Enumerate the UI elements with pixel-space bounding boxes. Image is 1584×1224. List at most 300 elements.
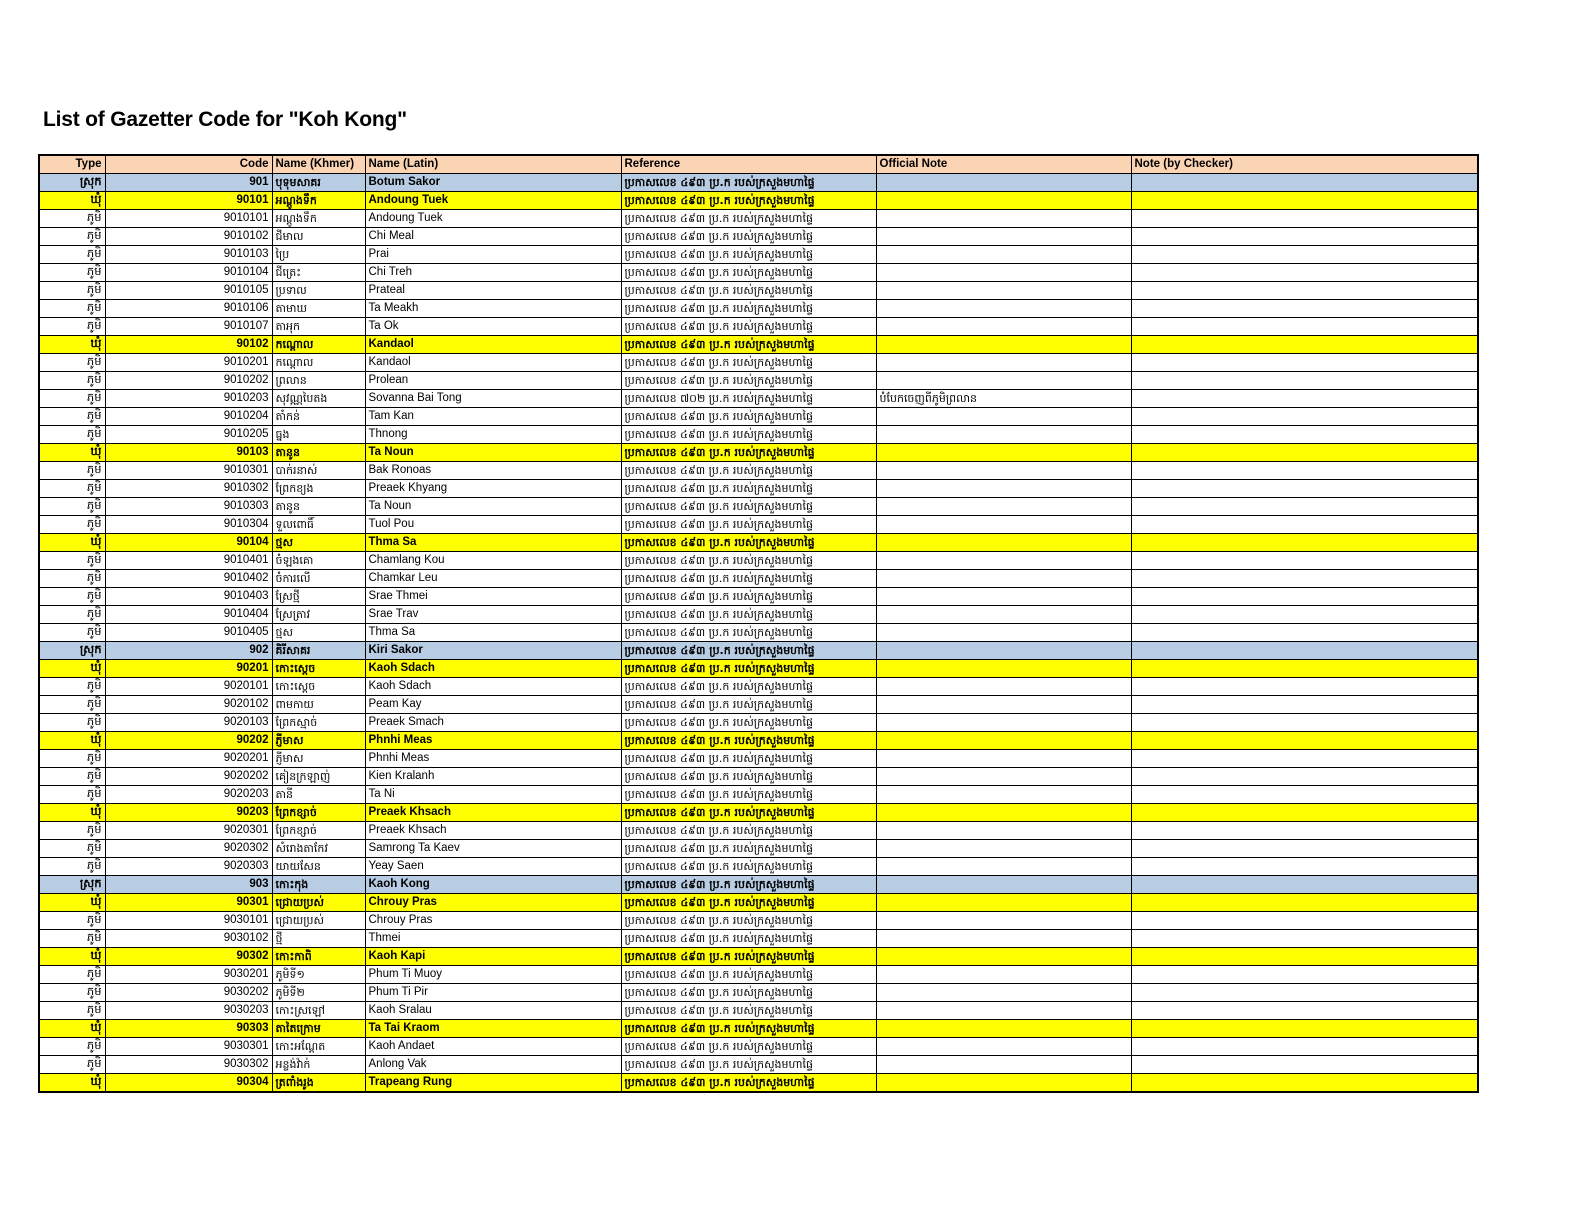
cell-code: 9010302 xyxy=(105,480,272,498)
cell-name-latin: Kaoh Sdach xyxy=(365,678,621,696)
cell-name-latin: Chamlang Kou xyxy=(365,552,621,570)
cell-code: 9020102 xyxy=(105,696,272,714)
cell-name-khmer: តានូន xyxy=(272,498,365,516)
cell-name-khmer: ធ្នង xyxy=(272,426,365,444)
cell-checker-note xyxy=(1131,228,1478,246)
cell-name-latin: Ta Meakh xyxy=(365,300,621,318)
cell-official-note xyxy=(876,1020,1131,1038)
cell-reference: ប្រកាសលេខ ៧០២ ប្រ.ក របស់ក្រសួងមហាផ្ទៃ xyxy=(621,390,876,408)
cell-name-latin: Chrouy Pras xyxy=(365,894,621,912)
cell-official-note xyxy=(876,336,1131,354)
cell-checker-note xyxy=(1131,1020,1478,1038)
cell-official-note xyxy=(876,948,1131,966)
cell-code: 90202 xyxy=(105,732,272,750)
cell-code: 9010205 xyxy=(105,426,272,444)
cell-code: 90102 xyxy=(105,336,272,354)
cell-type: ភូមិ xyxy=(39,1038,105,1056)
cell-name-khmer: ប្រៃ xyxy=(272,246,365,264)
cell-type: ឃុំ xyxy=(39,1074,105,1093)
cell-official-note xyxy=(876,714,1131,732)
cell-reference: ប្រកាសលេខ ៤៩៣ ប្រ.ក របស់ក្រសួងមហាផ្ទៃ xyxy=(621,606,876,624)
cell-checker-note xyxy=(1131,786,1478,804)
cell-official-note xyxy=(876,1038,1131,1056)
cell-name-khmer: កោះអណ្តែត xyxy=(272,1038,365,1056)
cell-type: ឃុំ xyxy=(39,732,105,750)
cell-name-khmer: ថ្មស xyxy=(272,534,365,552)
cell-type: ភូមិ xyxy=(39,354,105,372)
cell-official-note xyxy=(876,840,1131,858)
cell-reference: ប្រកាសលេខ ៤៩៣ ប្រ.ក របស់ក្រសួងមហាផ្ទៃ xyxy=(621,714,876,732)
cell-name-latin: Kaoh Kong xyxy=(365,876,621,894)
table-row xyxy=(39,984,1478,1002)
cell-name-khmer: តាអុក xyxy=(272,318,365,336)
cell-reference: ប្រកាសលេខ ៤៩៣ ប្រ.ក របស់ក្រសួងមហាផ្ទៃ xyxy=(621,660,876,678)
cell-official-note xyxy=(876,660,1131,678)
cell-type: ភូមិ xyxy=(39,768,105,786)
cell-checker-note xyxy=(1131,822,1478,840)
cell-name-khmer: តាតៃក្រោម xyxy=(272,1020,365,1038)
cell-name-latin: Preaek Smach xyxy=(365,714,621,732)
cell-reference: ប្រកាសលេខ ៤៩៣ ប្រ.ក របស់ក្រសួងមហាផ្ទៃ xyxy=(621,336,876,354)
cell-name-latin: Yeay Saen xyxy=(365,858,621,876)
cell-code: 90302 xyxy=(105,948,272,966)
cell-checker-note xyxy=(1131,588,1478,606)
cell-name-khmer: កណ្តោល xyxy=(272,354,365,372)
cell-checker-note xyxy=(1131,192,1478,210)
table-row xyxy=(39,804,1478,822)
cell-type: ភូមិ xyxy=(39,588,105,606)
cell-checker-note xyxy=(1131,372,1478,390)
cell-code: 9030203 xyxy=(105,1002,272,1020)
table-row xyxy=(39,174,1478,192)
cell-type: ភូមិ xyxy=(39,282,105,300)
cell-name-khmer: ព្រលាន xyxy=(272,372,365,390)
cell-official-note xyxy=(876,210,1131,228)
cell-code: 9010105 xyxy=(105,282,272,300)
cell-name-latin: Thma Sa xyxy=(365,534,621,552)
cell-name-latin: Phum Ti Muoy xyxy=(365,966,621,984)
cell-name-latin: Sovanna Bai Tong xyxy=(365,390,621,408)
cell-official-note xyxy=(876,732,1131,750)
cell-reference: ប្រកាសលេខ ៤៩៣ ប្រ.ក របស់ក្រសួងមហាផ្ទៃ xyxy=(621,480,876,498)
cell-checker-note xyxy=(1131,858,1478,876)
cell-official-note xyxy=(876,354,1131,372)
cell-name-khmer: ពាមកាយ xyxy=(272,696,365,714)
cell-name-latin: Srae Trav xyxy=(365,606,621,624)
cell-official-note xyxy=(876,480,1131,498)
cell-code: 90101 xyxy=(105,192,272,210)
cell-reference: ប្រកាសលេខ ៤៩៣ ប្រ.ក របស់ក្រសួងមហាផ្ទៃ xyxy=(621,228,876,246)
cell-code: 9020103 xyxy=(105,714,272,732)
cell-official-note xyxy=(876,372,1131,390)
cell-reference: ប្រកាសលេខ ៤៩៣ ប្រ.ក របស់ក្រសួងមហាផ្ទៃ xyxy=(621,192,876,210)
cell-reference: ប្រកាសលេខ ៤៩៣ ប្រ.ក របស់ក្រសួងមហាផ្ទៃ xyxy=(621,462,876,480)
cell-name-latin: Kandaol xyxy=(365,354,621,372)
cell-reference: ប្រកាសលេខ ៤៩៣ ប្រ.ក របស់ក្រសួងមហាផ្ទៃ xyxy=(621,894,876,912)
cell-code: 90104 xyxy=(105,534,272,552)
cell-code: 9020101 xyxy=(105,678,272,696)
cell-code: 9030202 xyxy=(105,984,272,1002)
cell-name-khmer: កោះកុង xyxy=(272,876,365,894)
cell-official-note: បំបែកចេញពីភូមិព្រលាន xyxy=(876,390,1131,408)
cell-checker-note xyxy=(1131,534,1478,552)
cell-official-note xyxy=(876,1074,1131,1093)
cell-name-latin: Kiri Sakor xyxy=(365,642,621,660)
table-row xyxy=(39,282,1478,300)
cell-reference: ប្រកាសលេខ ៤៩៣ ប្រ.ក របស់ក្រសួងមហាផ្ទៃ xyxy=(621,372,876,390)
cell-code: 9010106 xyxy=(105,300,272,318)
cell-type: ភូមិ xyxy=(39,426,105,444)
cell-name-latin: Prateal xyxy=(365,282,621,300)
cell-checker-note xyxy=(1131,516,1478,534)
cell-checker-note xyxy=(1131,318,1478,336)
cell-type: ភូមិ xyxy=(39,498,105,516)
table-row xyxy=(39,840,1478,858)
cell-type: ភូមិ xyxy=(39,264,105,282)
cell-type: ឃុំ xyxy=(39,1020,105,1038)
cell-type: ភូមិ xyxy=(39,318,105,336)
cell-code: 9010104 xyxy=(105,264,272,282)
cell-reference: ប្រកាសលេខ ៤៩៣ ប្រ.ក របស់ក្រសួងមហាផ្ទៃ xyxy=(621,444,876,462)
cell-name-latin: Tuol Pou xyxy=(365,516,621,534)
cell-name-khmer: តានី xyxy=(272,786,365,804)
cell-official-note xyxy=(876,786,1131,804)
cell-reference: ប្រកាសលេខ ៤៩៣ ប្រ.ក របស់ក្រសួងមហាផ្ទៃ xyxy=(621,804,876,822)
cell-reference: ប្រកាសលេខ ៤៩៣ ប្រ.ក របស់ក្រសួងមហាផ្ទៃ xyxy=(621,858,876,876)
header-official-note: Official Note xyxy=(876,155,1131,174)
cell-reference: ប្រកាសលេខ ៤៩៣ ប្រ.ក របស់ក្រសួងមហាផ្ទៃ xyxy=(621,300,876,318)
cell-reference: ប្រកាសលេខ ៤៩៣ ប្រ.ក របស់ក្រសួងមហាផ្ទៃ xyxy=(621,1020,876,1038)
cell-type: ភូមិ xyxy=(39,984,105,1002)
cell-code: 9010301 xyxy=(105,462,272,480)
cell-code: 903 xyxy=(105,876,272,894)
cell-reference: ប្រកាសលេខ ៤៩៣ ប្រ.ក របស់ក្រសួងមហាផ្ទៃ xyxy=(621,912,876,930)
cell-reference: ប្រកាសលេខ ៤៩៣ ប្រ.ក របស់ក្រសួងមហាផ្ទៃ xyxy=(621,678,876,696)
cell-type: ភូមិ xyxy=(39,624,105,642)
cell-official-note xyxy=(876,318,1131,336)
cell-type: ស្រុក xyxy=(39,642,105,660)
cell-reference: ប្រកាសលេខ ៤៩៣ ប្រ.ក របស់ក្រសួងមហាផ្ទៃ xyxy=(621,642,876,660)
cell-reference: ប្រកាសលេខ ៤៩៣ ប្រ.ក របស់ក្រសួងមហាផ្ទៃ xyxy=(621,750,876,768)
cell-code: 9010204 xyxy=(105,408,272,426)
cell-official-note xyxy=(876,516,1131,534)
table-row xyxy=(39,570,1478,588)
cell-name-khmer: ព្រែកស្មាច់ xyxy=(272,714,365,732)
cell-name-latin: Ta Ni xyxy=(365,786,621,804)
table-row xyxy=(39,462,1478,480)
table-row xyxy=(39,336,1478,354)
table-row xyxy=(39,858,1478,876)
cell-checker-note xyxy=(1131,426,1478,444)
cell-type: ឃុំ xyxy=(39,804,105,822)
cell-type: ភូមិ xyxy=(39,480,105,498)
cell-reference: ប្រកាសលេខ ៤៩៣ ប្រ.ក របស់ក្រសួងមហាផ្ទៃ xyxy=(621,948,876,966)
table-row xyxy=(39,894,1478,912)
cell-reference: ប្រកាសលេខ ៤៩៣ ប្រ.ក របស់ក្រសួងមហាផ្ទៃ xyxy=(621,210,876,228)
table-row xyxy=(39,1056,1478,1074)
cell-type: ភូមិ xyxy=(39,210,105,228)
table-row xyxy=(39,1020,1478,1038)
cell-reference: ប្រកាសលេខ ៤៩៣ ប្រ.ក របស់ក្រសួងមហាផ្ទៃ xyxy=(621,966,876,984)
cell-reference: ប្រកាសលេខ ៤៩៣ ប្រ.ក របស់ក្រសួងមហាផ្ទៃ xyxy=(621,930,876,948)
cell-reference: ប្រកាសលេខ ៤៩៣ ប្រ.ក របស់ក្រសួងមហាផ្ទៃ xyxy=(621,516,876,534)
cell-checker-note xyxy=(1131,390,1478,408)
cell-official-note xyxy=(876,534,1131,552)
cell-name-latin: Phnhi Meas xyxy=(365,732,621,750)
cell-official-note xyxy=(876,624,1131,642)
cell-checker-note xyxy=(1131,408,1478,426)
cell-checker-note xyxy=(1131,174,1478,192)
cell-checker-note xyxy=(1131,876,1478,894)
cell-official-note xyxy=(876,552,1131,570)
table-header-row xyxy=(39,155,1478,174)
cell-official-note xyxy=(876,678,1131,696)
cell-code: 9020301 xyxy=(105,822,272,840)
cell-type: ភូមិ xyxy=(39,228,105,246)
cell-type: ភូមិ xyxy=(39,606,105,624)
cell-name-khmer: ចំការលើ xyxy=(272,570,365,588)
cell-code: 9030102 xyxy=(105,930,272,948)
cell-official-note xyxy=(876,1056,1131,1074)
cell-name-khmer: កោះស្រឡៅ xyxy=(272,1002,365,1020)
cell-type: ភូមិ xyxy=(39,858,105,876)
table-row xyxy=(39,876,1478,894)
cell-type: ភូមិ xyxy=(39,390,105,408)
table-row xyxy=(39,660,1478,678)
cell-reference: ប្រកាសលេខ ៤៩៣ ប្រ.ក របស់ក្រសួងមហាផ្ទៃ xyxy=(621,426,876,444)
table-row xyxy=(39,264,1478,282)
cell-checker-note xyxy=(1131,354,1478,372)
cell-name-latin: Kandaol xyxy=(365,336,621,354)
cell-type: ភូមិ xyxy=(39,786,105,804)
cell-name-latin: Kien Kralanh xyxy=(365,768,621,786)
cell-reference: ប្រកាសលេខ ៤៩៣ ប្រ.ក របស់ក្រសួងមហាផ្ទៃ xyxy=(621,732,876,750)
cell-code: 90303 xyxy=(105,1020,272,1038)
cell-name-khmer: ជីមាល xyxy=(272,228,365,246)
cell-official-note xyxy=(876,174,1131,192)
cell-official-note xyxy=(876,966,1131,984)
cell-checker-note xyxy=(1131,552,1478,570)
cell-name-khmer: ស្រែត្រាវ xyxy=(272,606,365,624)
cell-name-khmer: តានូន xyxy=(272,444,365,462)
cell-reference: ប្រកាសលេខ ៤៩៣ ប្រ.ក របស់ក្រសួងមហាផ្ទៃ xyxy=(621,984,876,1002)
cell-official-note xyxy=(876,282,1131,300)
cell-code: 9030302 xyxy=(105,1056,272,1074)
table-row xyxy=(39,714,1478,732)
cell-checker-note xyxy=(1131,984,1478,1002)
cell-official-note xyxy=(876,192,1131,210)
table-row xyxy=(39,678,1478,696)
cell-checker-note xyxy=(1131,606,1478,624)
cell-name-khmer: ប្រទាល xyxy=(272,282,365,300)
cell-code: 902 xyxy=(105,642,272,660)
table-row xyxy=(39,408,1478,426)
table-row xyxy=(39,300,1478,318)
cell-name-latin: Prai xyxy=(365,246,621,264)
cell-reference: ប្រកាសលេខ ៤៩៣ ប្រ.ក របស់ក្រសួងមហាផ្ទៃ xyxy=(621,246,876,264)
header-code: Code xyxy=(105,155,272,174)
cell-reference: ប្រកាសលេខ ៤៩៣ ប្រ.ក របស់ក្រសួងមហាផ្ទៃ xyxy=(621,786,876,804)
cell-official-note xyxy=(876,246,1131,264)
header-type: Type xyxy=(39,155,105,174)
cell-checker-note xyxy=(1131,624,1478,642)
cell-official-note xyxy=(876,930,1131,948)
cell-checker-note xyxy=(1131,750,1478,768)
cell-name-khmer: ថ្មស xyxy=(272,624,365,642)
table-row xyxy=(39,1074,1478,1093)
cell-name-khmer: កណ្តោល xyxy=(272,336,365,354)
cell-checker-note xyxy=(1131,1002,1478,1020)
cell-name-khmer: ភ្ញីមាស xyxy=(272,750,365,768)
cell-reference: ប្រកាសលេខ ៤៩៣ ប្រ.ក របស់ក្រសួងមហាផ្ទៃ xyxy=(621,876,876,894)
cell-type: ភូមិ xyxy=(39,570,105,588)
cell-reference: ប្រកាសលេខ ៤៩៣ ប្រ.ក របស់ក្រសួងមហាផ្ទៃ xyxy=(621,534,876,552)
cell-reference: ប្រកាសលេខ ៤៩៣ ប្រ.ក របស់ក្រសួងមហាផ្ទៃ xyxy=(621,768,876,786)
cell-type: ភូមិ xyxy=(39,462,105,480)
cell-checker-note xyxy=(1131,282,1478,300)
cell-name-khmer: សុវណ្ណបៃតង xyxy=(272,390,365,408)
table-row xyxy=(39,948,1478,966)
cell-name-latin: Anlong Vak xyxy=(365,1056,621,1074)
table-row xyxy=(39,588,1478,606)
cell-name-latin: Chamkar Leu xyxy=(365,570,621,588)
cell-type: ភូមិ xyxy=(39,912,105,930)
cell-name-khmer: ព្រែកខ្សាច់ xyxy=(272,822,365,840)
header-name-khmer: Name (Khmer) xyxy=(272,155,365,174)
cell-reference: ប្រកាសលេខ ៤៩៣ ប្រ.ក របស់ក្រសួងមហាផ្ទៃ xyxy=(621,354,876,372)
cell-code: 9020203 xyxy=(105,786,272,804)
cell-official-note xyxy=(876,804,1131,822)
cell-reference: ប្រកាសលេខ ៤៩៣ ប្រ.ក របស់ក្រសួងមហាផ្ទៃ xyxy=(621,498,876,516)
cell-name-latin: Preaek Khyang xyxy=(365,480,621,498)
cell-checker-note xyxy=(1131,444,1478,462)
cell-checker-note xyxy=(1131,1074,1478,1093)
cell-name-khmer: ព្រែកខ្សាច់ xyxy=(272,804,365,822)
header-reference: Reference xyxy=(621,155,876,174)
cell-type: ភូមិ xyxy=(39,372,105,390)
cell-official-note xyxy=(876,408,1131,426)
table-row xyxy=(39,732,1478,750)
cell-name-khmer: ស្រែថ្មី xyxy=(272,588,365,606)
cell-type: ភូមិ xyxy=(39,930,105,948)
cell-type: ភូមិ xyxy=(39,678,105,696)
cell-code: 90203 xyxy=(105,804,272,822)
gazetteer-table xyxy=(38,154,1479,1093)
table-row xyxy=(39,606,1478,624)
table-row xyxy=(39,912,1478,930)
cell-code: 90301 xyxy=(105,894,272,912)
cell-official-note xyxy=(876,498,1131,516)
cell-name-khmer: កោះស្តេច xyxy=(272,678,365,696)
cell-name-latin: Andoung Tuek xyxy=(365,210,621,228)
table-row xyxy=(39,696,1478,714)
cell-code: 9010405 xyxy=(105,624,272,642)
cell-type: ស្រុក xyxy=(39,876,105,894)
cell-code: 9020302 xyxy=(105,840,272,858)
cell-type: ភូមិ xyxy=(39,246,105,264)
cell-name-khmer: ព្រែកខ្យង xyxy=(272,480,365,498)
cell-code: 9020201 xyxy=(105,750,272,768)
cell-name-latin: Ta Noun xyxy=(365,444,621,462)
cell-name-khmer: ទួលពោធិ៍ xyxy=(272,516,365,534)
cell-type: ភូមិ xyxy=(39,1002,105,1020)
cell-official-note xyxy=(876,642,1131,660)
cell-reference: ប្រកាសលេខ ៤៩៣ ប្រ.ក របស់ក្រសួងមហាផ្ទៃ xyxy=(621,1056,876,1074)
cell-name-latin: Kaoh Andaet xyxy=(365,1038,621,1056)
table-row xyxy=(39,1038,1478,1056)
table-row xyxy=(39,372,1478,390)
cell-name-latin: Andoung Tuek xyxy=(365,192,621,210)
cell-type: ស្រុក xyxy=(39,174,105,192)
cell-name-khmer: អណ្តូងទឹក xyxy=(272,210,365,228)
cell-checker-note xyxy=(1131,642,1478,660)
cell-checker-note xyxy=(1131,966,1478,984)
cell-code: 9010401 xyxy=(105,552,272,570)
cell-official-note xyxy=(876,444,1131,462)
cell-code: 9010101 xyxy=(105,210,272,228)
cell-name-latin: Chrouy Pras xyxy=(365,912,621,930)
cell-checker-note xyxy=(1131,894,1478,912)
cell-code: 9030101 xyxy=(105,912,272,930)
cell-code: 9010402 xyxy=(105,570,272,588)
cell-checker-note xyxy=(1131,300,1478,318)
cell-type: ឃុំ xyxy=(39,948,105,966)
cell-checker-note xyxy=(1131,498,1478,516)
table-row xyxy=(39,552,1478,570)
table-row xyxy=(39,786,1478,804)
cell-name-latin: Phum Ti Pir xyxy=(365,984,621,1002)
cell-name-latin: Preaek Khsach xyxy=(365,822,621,840)
cell-official-note xyxy=(876,228,1131,246)
cell-name-khmer: ជីត្រេះ xyxy=(272,264,365,282)
cell-name-latin: Trapeang Rung xyxy=(365,1074,621,1093)
cell-official-note xyxy=(876,858,1131,876)
table-row xyxy=(39,930,1478,948)
table-row xyxy=(39,1002,1478,1020)
cell-name-khmer: គៀនក្រឡាញ់ xyxy=(272,768,365,786)
cell-checker-note xyxy=(1131,840,1478,858)
cell-name-khmer: ត្រពាំងរូង xyxy=(272,1074,365,1093)
cell-official-note xyxy=(876,606,1131,624)
cell-type: ឃុំ xyxy=(39,444,105,462)
cell-checker-note xyxy=(1131,462,1478,480)
cell-name-khmer: ភូមិទី១ xyxy=(272,966,365,984)
cell-code: 9020202 xyxy=(105,768,272,786)
cell-type: ឃុំ xyxy=(39,534,105,552)
cell-name-khmer: សំរោងតាកែវ xyxy=(272,840,365,858)
cell-code: 9030301 xyxy=(105,1038,272,1056)
table-row xyxy=(39,192,1478,210)
table-row xyxy=(39,966,1478,984)
cell-name-khmer: ចំឡងគោ xyxy=(272,552,365,570)
cell-code: 9010102 xyxy=(105,228,272,246)
page-title: List of Gazetter Code for "Koh Kong" xyxy=(43,108,407,131)
cell-official-note xyxy=(876,894,1131,912)
cell-code: 9010103 xyxy=(105,246,272,264)
cell-checker-note xyxy=(1131,1056,1478,1074)
cell-checker-note xyxy=(1131,930,1478,948)
cell-name-latin: Botum Sakor xyxy=(365,174,621,192)
cell-checker-note xyxy=(1131,948,1478,966)
cell-name-khmer: គិរីសាគរ xyxy=(272,642,365,660)
cell-type: ភូមិ xyxy=(39,750,105,768)
cell-official-note xyxy=(876,570,1131,588)
cell-code: 90103 xyxy=(105,444,272,462)
cell-name-khmer: យាយសែន xyxy=(272,858,365,876)
cell-checker-note xyxy=(1131,804,1478,822)
cell-name-khmer: ថ្មី xyxy=(272,930,365,948)
cell-checker-note xyxy=(1131,246,1478,264)
